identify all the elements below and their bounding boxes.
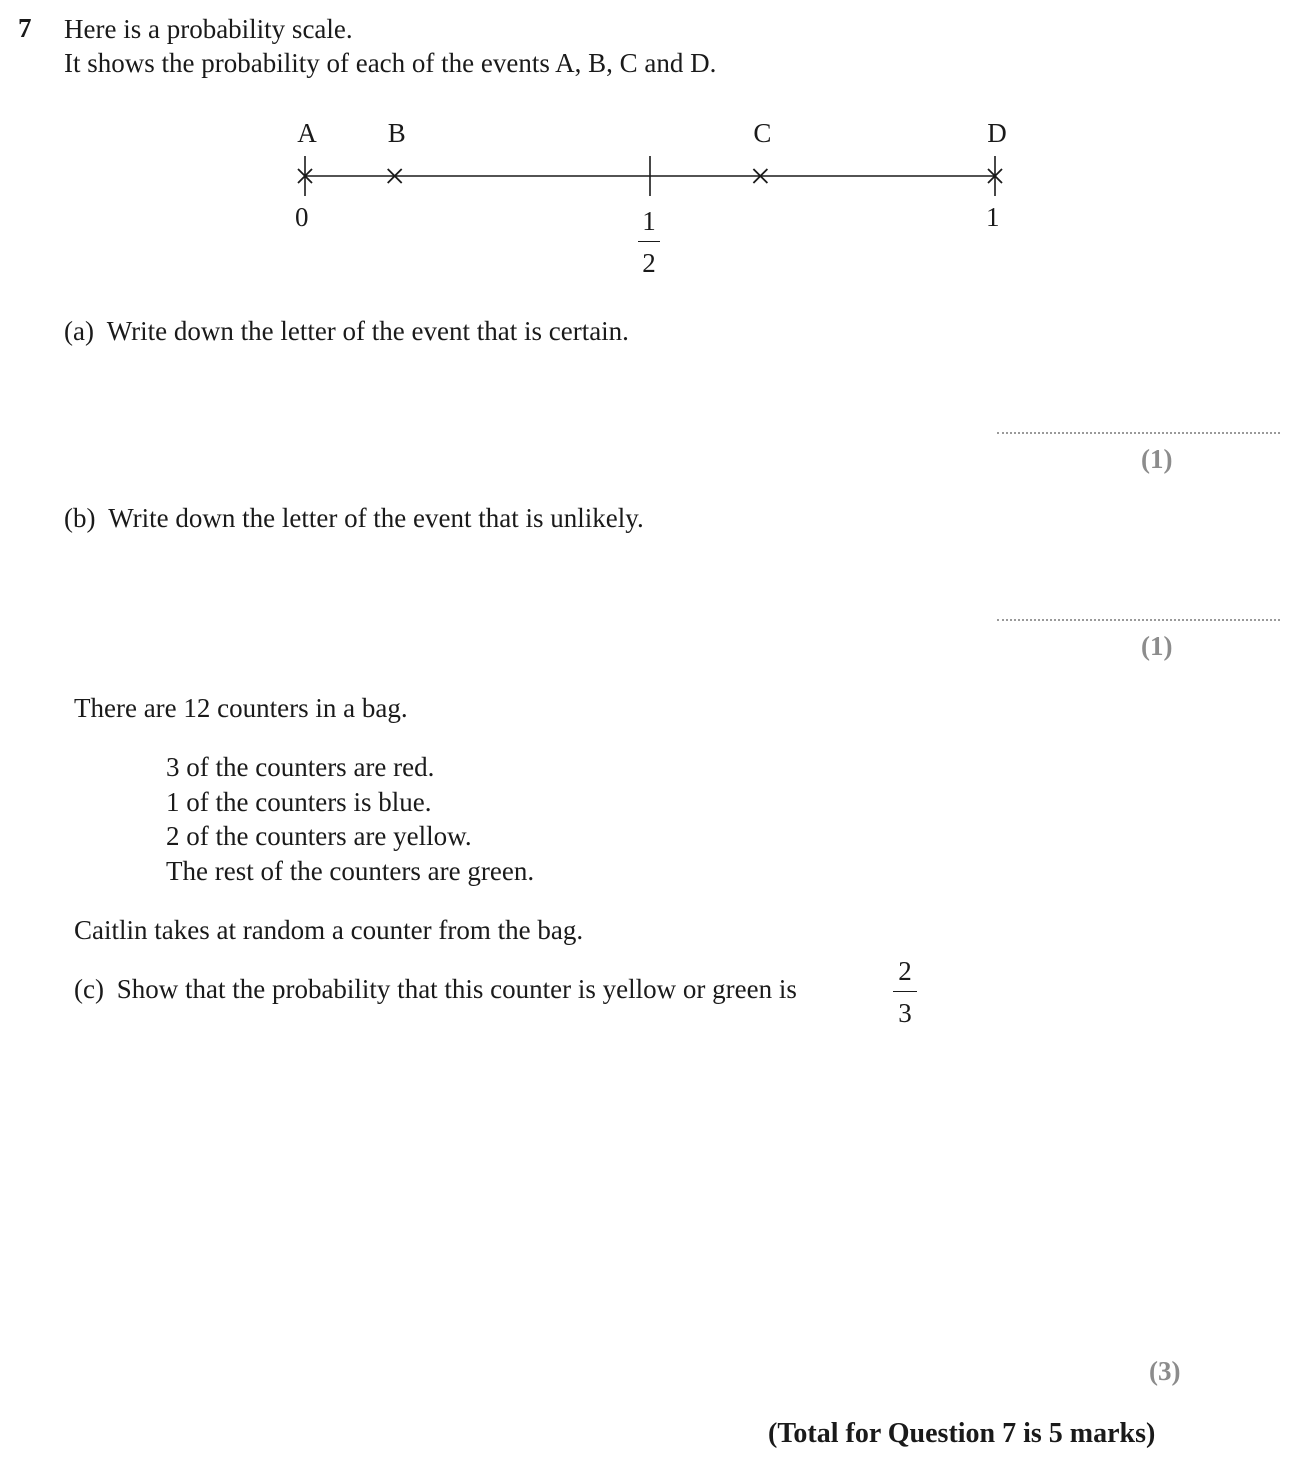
part-c-prefix: (c)	[74, 974, 104, 1004]
fraction-numerator: 2	[898, 956, 912, 986]
part-c-text: Show that the probability that this counter is yellow or green is	[116, 974, 797, 1004]
part-a-text: Write down the letter of the event that is certain.	[106, 316, 629, 346]
part-c-fraction	[893, 956, 917, 1028]
part-b-text: Write down the letter of the event that is unlikely.	[108, 503, 644, 533]
list-item: The rest of the counters are green.	[166, 855, 535, 886]
intro-line-2: It shows the probability of each of the events A, B, C and D.	[64, 48, 717, 78]
tick-label-one: 1	[986, 202, 1000, 232]
intro-line-1: Here is a probability scale.	[64, 14, 353, 44]
fraction-denominator: 3	[898, 998, 912, 1028]
counter-list	[166, 750, 534, 888]
tick-label-zero: 0	[295, 202, 309, 232]
part-c-marks: (3)	[1149, 1356, 1181, 1386]
event-label: A	[297, 118, 317, 148]
list-item: 3 of the counters are red.	[166, 752, 435, 782]
event-label: D	[987, 118, 1007, 148]
tick-half-numerator: 1	[642, 206, 656, 236]
tick-half-denominator: 2	[642, 248, 656, 278]
part-c-question	[74, 973, 797, 1005]
part-b-prefix: (b)	[64, 503, 96, 533]
part-a-prefix: (a)	[64, 316, 94, 346]
fraction-bar	[893, 991, 917, 992]
question-total: (Total for Question 7 is 5 marks)	[768, 1418, 1156, 1449]
tick-label-half	[638, 206, 660, 278]
list-item: 1 of the counters is blue.	[166, 786, 432, 817]
part-a-answer-line[interactable]	[997, 432, 1280, 434]
context-line-2: Caitlin takes at random a counter from the bag.	[74, 915, 584, 945]
question-number: 7	[18, 13, 32, 43]
event-label: C	[753, 118, 772, 148]
list-item: 2 of the counters are yellow.	[166, 821, 472, 851]
part-b-question	[64, 502, 644, 534]
part-a-question	[64, 315, 629, 347]
fraction-bar	[638, 241, 660, 242]
part-b-marks: (1)	[1141, 631, 1173, 661]
part-b-answer-line[interactable]	[997, 619, 1280, 621]
context-line-1: There are 12 counters in a bag.	[74, 693, 408, 723]
part-a-marks: (1)	[1141, 444, 1173, 474]
event-label: B	[387, 118, 406, 148]
